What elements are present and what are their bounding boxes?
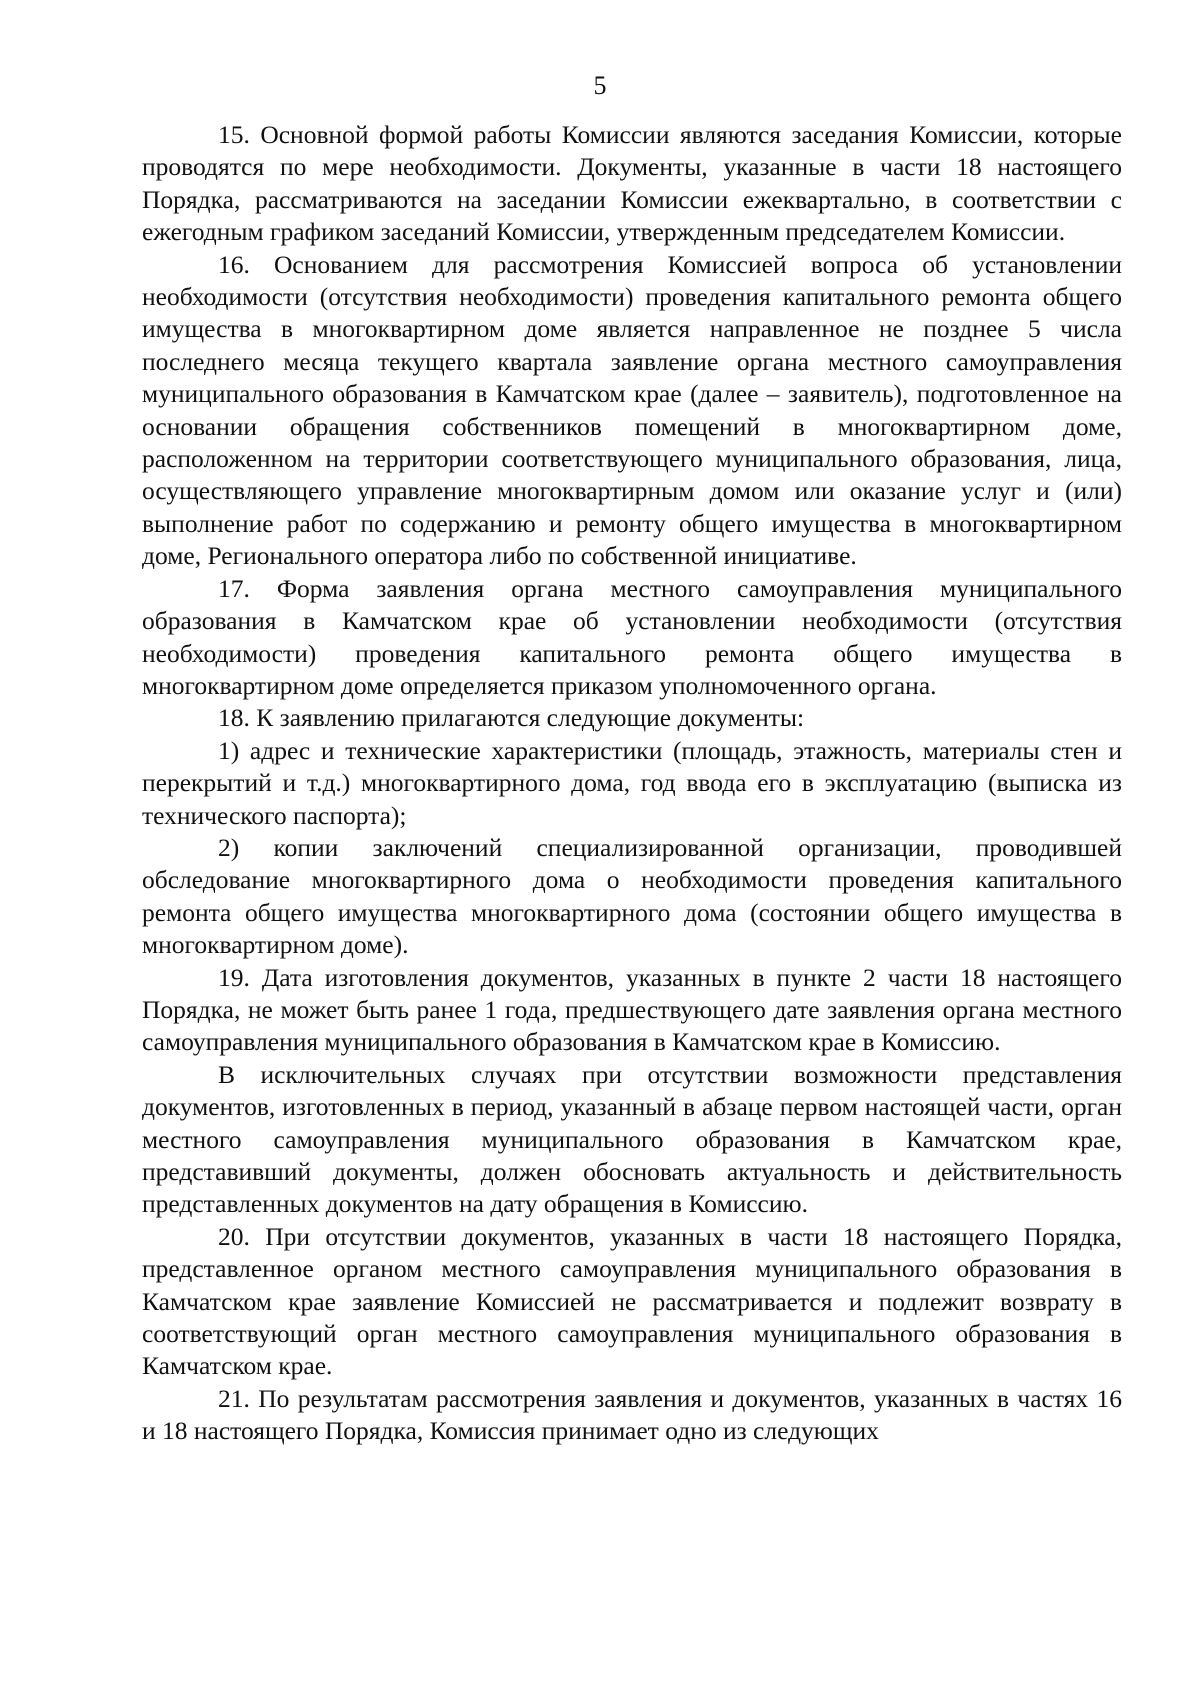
page-number: 5 — [593, 71, 607, 100]
paragraph-18-item-2: 2) копии заключений специализированной организации, проводившей обследование многоквартирного дома о необходимости проведения капитального ремонта общего имущества многоквартирного дома (состоянии общего имущества в многоквартирном доме). — [142, 832, 1122, 960]
document-body — [142, 119, 1122, 1448]
paragraph-20: 20. При отсутствии документов, указанных в части 18 настоящего Порядка, представленное органом местного самоуправления муниципального образования в Камчатском крае заявление Комиссией не рассматривается и подлежит возврату в соответствующий орган местного самоуправления муниципального образования в Камчатском крае. — [142, 1221, 1122, 1381]
paragraph-19: 19. Дата изготовления документов, указанных в пункте 2 части 18 настоящего Порядка, не может быть ранее 1 года, предшествующего дате заявления органа местного самоуправления муниципального образования в Камчатском крае в Комиссию. — [142, 962, 1122, 1057]
paragraph-18: 18. К заявлению прилагаются следующие документы: — [218, 703, 805, 733]
paragraph-16: 16. Основанием для рассмотрения Комиссией вопроса об установлении необходимости (отсутствия необходимости) проведения капитального ремонта общего имущества в многоквартирном доме является направленное не позднее 5 числа последнего месяца текущего квартала заявление органа местного самоуправления муниципального образования в Камчатском крае (далее – заявитель), подготовленное на основании обращения собственников помещений в многоквартирном доме, расположенном на территории соответствующего муниципального образования, лица, осуществляющего управление многоквартирным домом или оказание услуг и (или) выполнение работ по содержанию и ремонту общего имущества в многоквартирном доме, Регионального оператора либо по собственной инициативе. — [142, 249, 1122, 571]
paragraph-19-exception: В исключительных случаях при отсутствии возможности представления документов, изготовленных в период, указанный в абзаце первом настоящей части, орган местного самоуправления муниципального образования в Камчатском крае, представивший документы, должен обосновать актуальность и действительность представленных документов на дату обращения в Комиссию. — [142, 1059, 1122, 1219]
paragraph-15: 15. Основной формой работы Комиссии являются заседания Комиссии, которые проводятся по мере необходимости. Документы, указанные в части 18 настоящего Порядка, рассматриваются на заседании Комиссии ежеквартально, в соответствии с ежегодным графиком заседаний Комиссии, утвержденным председателем Комиссии. — [142, 120, 1122, 247]
paragraph-17: 17. Форма заявления органа местного самоуправления муниципального образования в Камчатском крае об установлении необходимости (отсутствия необходимости) проведения капитального ремонта общего имущества в многоквартирном доме определяется приказом уполномоченного органа. — [142, 573, 1122, 700]
paragraph-21: 21. По результатам рассмотрения заявления и документов, указанных в частях 16 и 18 настоящего Порядка, Комиссия принимает одно из следующих — [142, 1383, 1122, 1446]
paragraph-18-item-1: 1) адрес и технические характеристики (площадь, этажность, материалы стен и перекрытий и т.д.) многоквартирного дома, год ввода его в эксплуатацию (выписка из технического паспорта); — [142, 735, 1122, 830]
